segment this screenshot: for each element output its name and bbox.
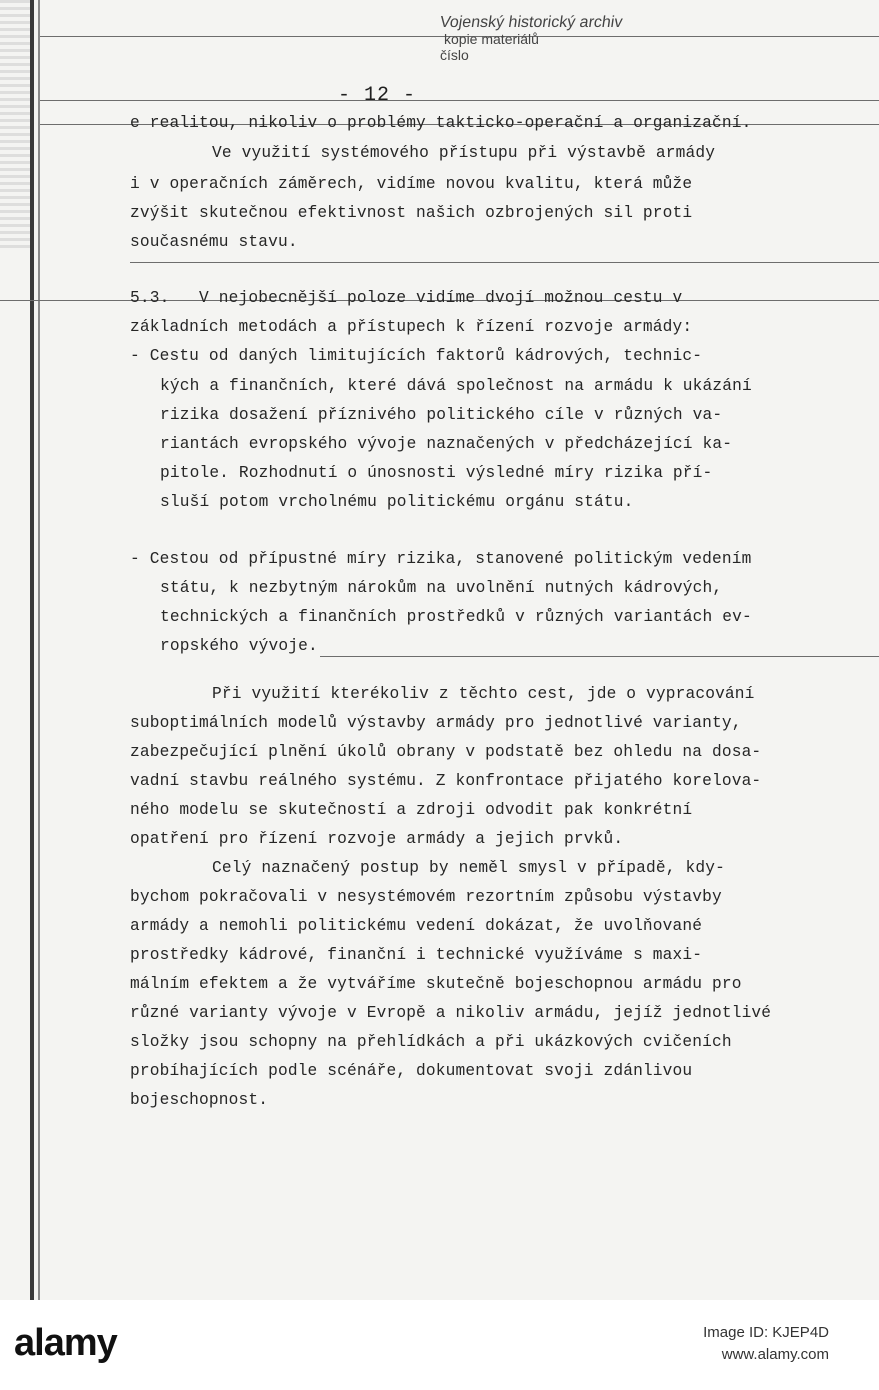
text-line: složky jsou schopny na přehlídkách a při ukázkových cvičeních bbox=[130, 1033, 732, 1051]
image-id: Image ID: KJEP4D bbox=[703, 1324, 829, 1341]
binding-margin-line bbox=[30, 0, 34, 1300]
alamy-logo: alamy bbox=[14, 1322, 117, 1364]
text-line: zvýšit skutečnou efektivnost našich ozbrojených sil proti bbox=[130, 204, 693, 222]
text-line: ného modelu se skutečností a zdroji odvodit pak konkrétní bbox=[130, 801, 693, 819]
text-line: 5.3. V nejobecnější poloze vidíme dvojí možnou cestu v bbox=[130, 289, 683, 307]
text-line: bojeschopnost. bbox=[130, 1091, 269, 1109]
text-line: Celý naznačený postup by neměl smysl v případě, kdy- bbox=[212, 859, 725, 877]
text-line: pitole. Rozhodnutí o únosnosti výsledné míry rizika pří- bbox=[160, 464, 713, 482]
text-line: vadní stavbu reálného systému. Z konfrontace přijatého korelova- bbox=[130, 772, 762, 790]
text-line: armády a nemohli politickému vedení dokázat, že uvolňované bbox=[130, 917, 703, 935]
text-line: sluší potom vrcholnému politickému orgánu státu. bbox=[160, 493, 634, 511]
text-line: suboptimálních modelů výstavby armády pro jednotlivé varianty, bbox=[130, 714, 742, 732]
rule-line bbox=[130, 262, 879, 263]
archive-stamp bbox=[440, 14, 622, 63]
text-line: rizika dosažení příznivého politického cíle v různých va- bbox=[160, 406, 723, 424]
text-line: riantách evropského vývoje naznačených v předcházející ka- bbox=[160, 435, 733, 453]
text-line: Při využití kterékoliv z těchto cest, jde o vypracování bbox=[212, 685, 755, 703]
stamp-line-archive: Vojenský historický archiv bbox=[438, 14, 624, 31]
stamp-line-number: číslo bbox=[440, 46, 469, 63]
text-line: současnému stavu. bbox=[130, 233, 298, 251]
text-line: e realitou, nikoliv o problémy takticko-operační a organizační. bbox=[130, 114, 752, 132]
text-line: i v operačních záměrech, vidíme novou kvalitu, která může bbox=[130, 175, 693, 193]
text-line: málním efektem a že vytváříme skutečně bojeschopnou armádu pro bbox=[130, 975, 742, 993]
text-line: bychom pokračovali v nesystémovém rezortním způsobu výstavby bbox=[130, 888, 722, 906]
rule-line bbox=[320, 656, 879, 657]
text-line: probíhajících podle scénáře, dokumentovat svoji zdánlivou bbox=[130, 1062, 693, 1080]
binding-margin-line-secondary bbox=[38, 0, 40, 1300]
text-line: prostředky kádrové, finanční i technické využíváme s maxi- bbox=[130, 946, 703, 964]
text-line: - Cestou od přípustné míry rizika, stanovené politickým vedením bbox=[130, 550, 752, 568]
watermark-footer bbox=[0, 1300, 879, 1390]
text-line: státu, k nezbytným nárokům na uvolnění nutných kádrových, bbox=[160, 579, 723, 597]
text-line: - Cestu od daných limitujících faktorů kádrových, technic- bbox=[130, 347, 703, 365]
text-line: technických a finančních prostředků v různých variantách ev- bbox=[160, 608, 752, 626]
text-line: různé varianty vývoje v Evropě a nikoliv armádu, jejíž jednotlivé bbox=[130, 1004, 772, 1022]
rule-line bbox=[40, 100, 879, 101]
text-line: zabezpečující plnění úkolů obrany v podstatě bez ohledu na dosa- bbox=[130, 743, 762, 761]
text-line: opatření pro řízení rozvoje armády a jejich prvků. bbox=[130, 830, 624, 848]
page-number: - 12 - bbox=[338, 84, 417, 107]
scan-edge-noise bbox=[0, 0, 30, 250]
text-line: základních metodách a přístupech k řízení rozvoje armády: bbox=[130, 318, 693, 336]
text-line: kých a finančních, které dává společnost na armádu k ukázání bbox=[160, 377, 752, 395]
text-line: ropského vývoje. bbox=[160, 637, 318, 655]
text-line: Ve využití systémového přístupu při výstavbě armády bbox=[212, 144, 716, 162]
stamp-line-copy: kopie materiálů bbox=[444, 30, 539, 47]
source-url: www.alamy.com bbox=[721, 1346, 829, 1363]
